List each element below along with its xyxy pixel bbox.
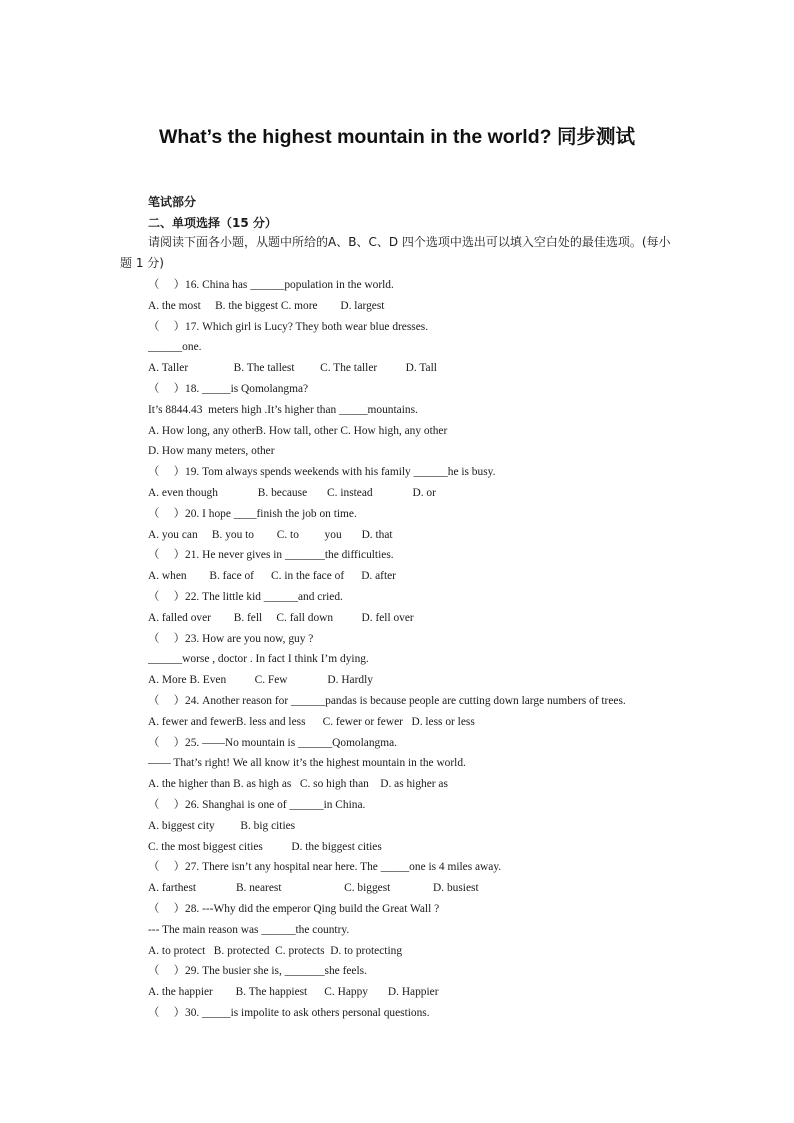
question-line: A. the most B. the biggest C. more D. largest [148,299,385,312]
question-line: A. falled over B. fell C. fall down D. fell over [148,611,414,624]
document-title: What’s the highest mountain in the world? 同步测试 [159,126,635,148]
question-line: （ ）20. I hope ____finish the job on time. [148,507,357,520]
question-line: （ ）22. The little kid ______and cried. [148,591,343,603]
question-line: ______worse , doctor . In fact I think I’m dying. [148,653,369,666]
question-line: （ ）19. Tom always spends weekends with his family ______he is busy. [148,466,496,479]
question-line: （ ）18. _____is Qomolangma? [148,383,309,395]
question-line: --- The main reason was ______the country. [148,923,350,936]
question-line: （ ）16. China has ______population in the world. [148,279,394,291]
question-line: —— That’s right! We all know it’s the highest mountain in the world. [148,757,466,770]
section-label: 笔试部分 [148,195,197,209]
question-line: （ ）30. _____is impolite to ask others personal questions. [148,1007,430,1019]
question-line: （ ）29. The busier she is, _______she feels. [148,965,367,978]
question-line: A. How long, any otherB. How tall, other C. How high, any other [148,424,448,437]
section-heading: 二、单项选择（15 分） [148,216,277,230]
question-line: A. biggest city B. big cities [148,819,296,832]
question-line: （ ）23. How are you now, guy ? [148,632,314,645]
question-line: C. the most biggest cities D. the biggest cities [148,840,382,853]
question-line: A. you can B. you to C. to you D. that [148,528,393,541]
question-line: A. the higher than B. as high as C. so high than D. as higher as [148,778,448,791]
question-line: It’s 8844.43 meters high .It’s higher than _____mountains. [148,403,418,416]
question-line: （ ）26. Shanghai is one of ______in China. [148,799,366,811]
question-line: A. even though B. because C. instead D. or [148,487,436,499]
question-line: A. the happier B. The happiest C. Happy D. Happier [148,986,439,999]
instruction-text: 请阅读下面各小题，从题中所给的A、B、C、D 四个选项中选出可以填入空白处的最佳选项。(每小题 1 分) [120,235,671,270]
question-line: （ ）21. He never gives in _______the difficulties. [148,549,394,562]
question-line: A. More B. Even C. Few D. Hardly [148,674,373,687]
question-line: （ ）24. Another reason for ______pandas is because people are cutting down large numbers of trees. [148,695,626,707]
question-line: （ ）28. ---Why did the emperor Qing build the Great Wall ? [148,903,440,915]
question-line: A. Taller B. The tallest C. The taller D. Tall [148,362,437,375]
question-line: A. fewer and fewerB. less and less C. fewer or fewer D. less or less [148,715,475,728]
question-line: （ ）17. Which girl is Lucy? They both wear blue dresses. [148,320,429,333]
question-line: （ ）25. ——No mountain is ______Qomolangma. [148,736,397,749]
question-line: A. to protect B. protected C. protects D. to protecting [148,944,403,957]
question-line: A. when B. face of C. in the face of D. after [148,570,396,583]
question-line: （ ）27. There isn’t any hospital near here. The _____one is 4 miles away. [148,861,502,874]
question-line: D. How many meters, other [148,445,275,458]
question-line: A. farthest B. nearest C. biggest D. busiest [148,882,479,895]
question-line: ______one. [148,341,202,354]
